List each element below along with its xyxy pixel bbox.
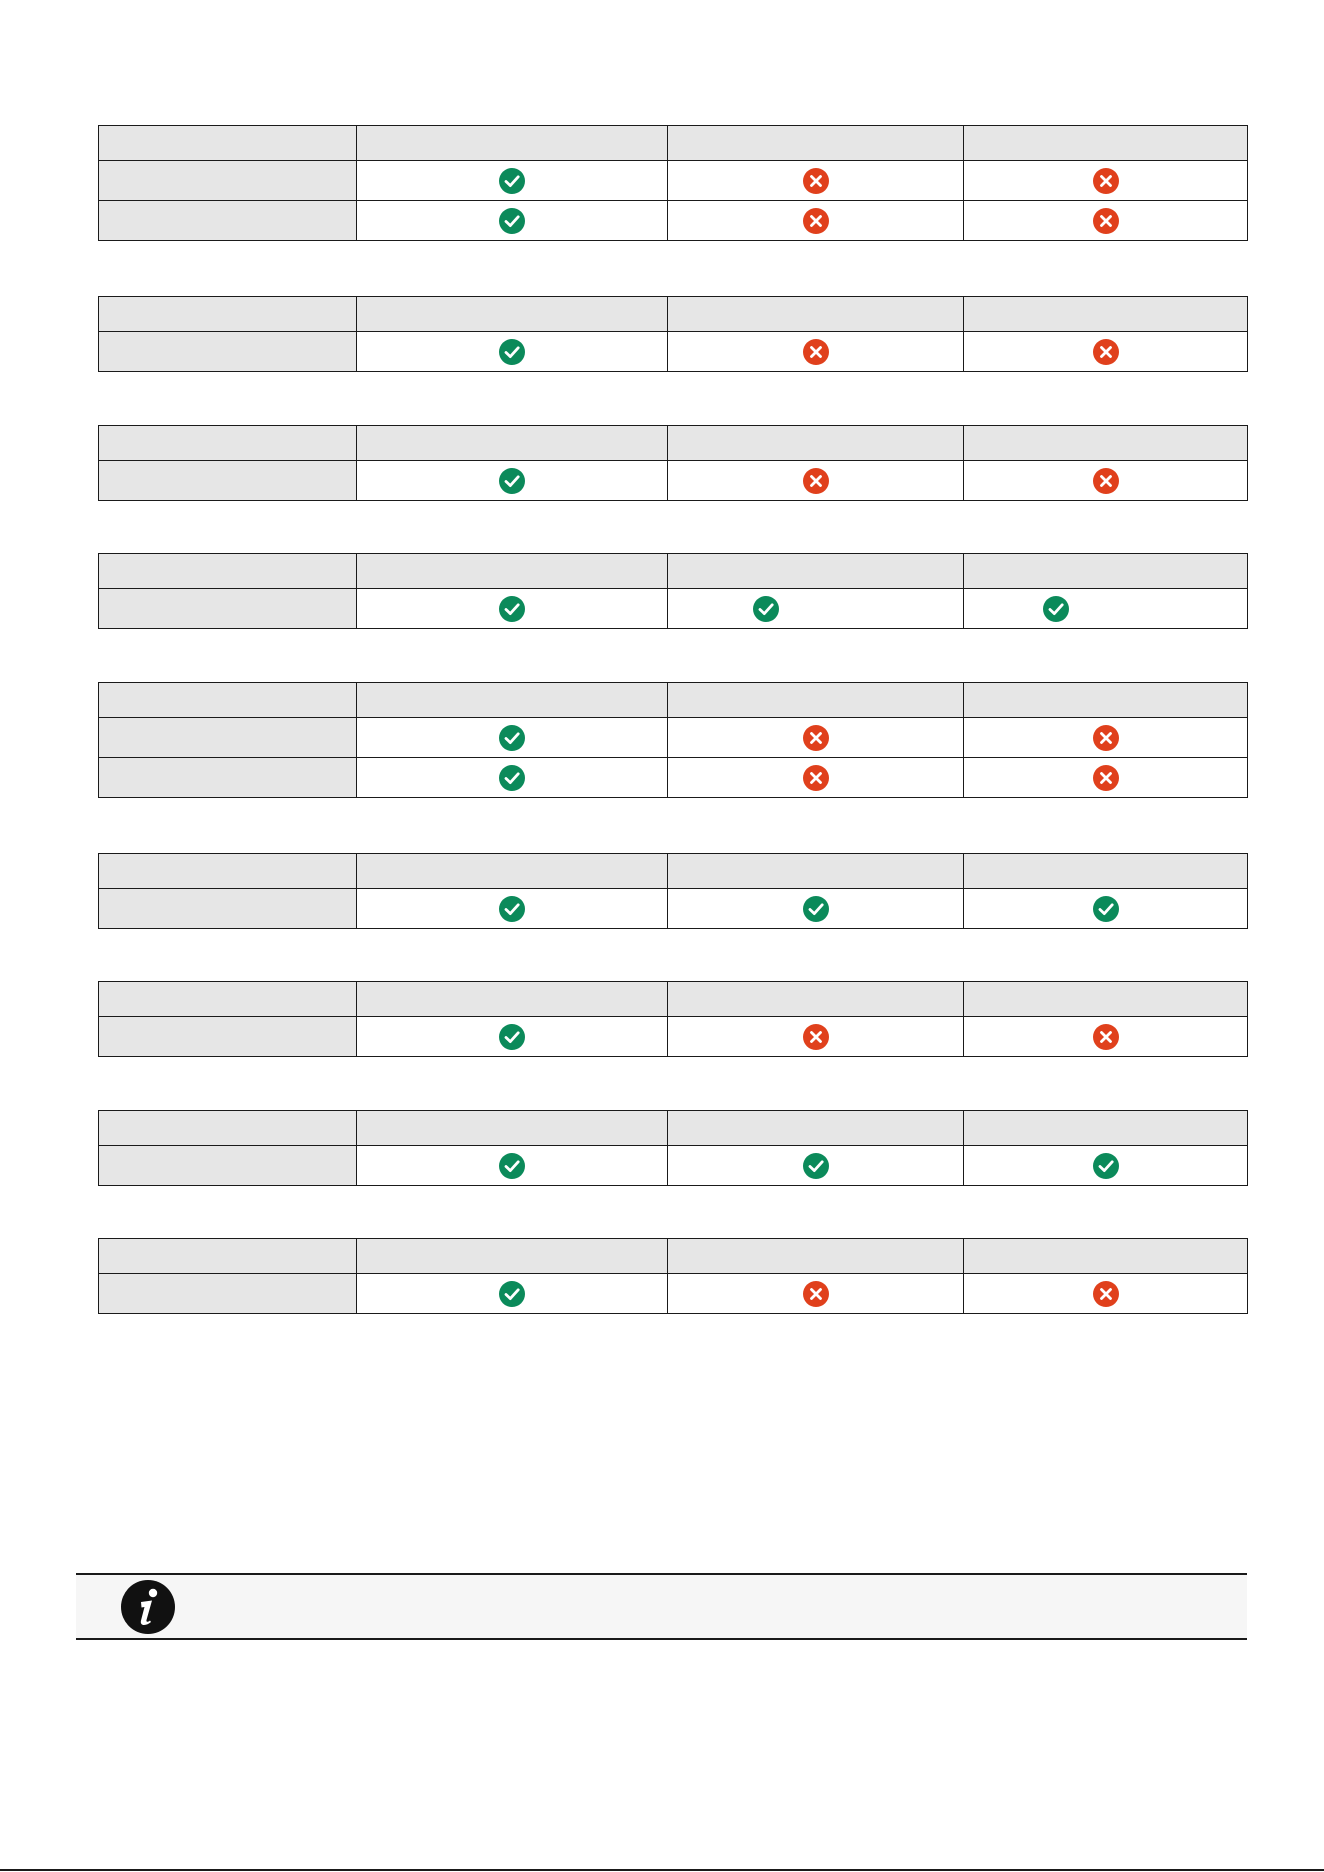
header-cell	[357, 1239, 668, 1274]
cross-icon	[1092, 338, 1120, 366]
header-cell	[99, 982, 357, 1017]
check-icon	[498, 1152, 526, 1180]
cross-icon	[1092, 167, 1120, 195]
header-cell	[99, 297, 357, 332]
cross-icon	[802, 467, 830, 495]
header-cell	[99, 1239, 357, 1274]
status-cell	[357, 332, 668, 372]
table-row	[99, 589, 1248, 629]
status-cell	[668, 889, 964, 929]
table-row	[99, 889, 1248, 929]
header-cell	[964, 683, 1248, 718]
header-cell	[668, 854, 964, 889]
status-cell	[964, 589, 1248, 629]
status-cell	[357, 201, 668, 241]
check-icon	[498, 895, 526, 923]
row-label	[99, 889, 357, 929]
status-cell	[668, 1017, 964, 1057]
compatibility-table-2	[98, 296, 1248, 372]
status-cell	[668, 461, 964, 501]
status-cell	[964, 1017, 1248, 1057]
header-cell	[668, 297, 964, 332]
check-icon	[752, 595, 780, 623]
table-row	[99, 1146, 1248, 1186]
status-cell	[668, 332, 964, 372]
cross-icon	[802, 1280, 830, 1308]
table-header-row	[99, 1239, 1248, 1274]
status-cell	[668, 161, 964, 201]
header-cell	[964, 554, 1248, 589]
status-cell	[964, 161, 1248, 201]
row-label	[99, 718, 357, 758]
table-row	[99, 461, 1248, 501]
header-cell	[668, 554, 964, 589]
status-cell	[964, 461, 1248, 501]
check-icon	[498, 467, 526, 495]
header-cell	[964, 1111, 1248, 1146]
compatibility-table-7	[98, 981, 1248, 1057]
header-cell	[99, 126, 357, 161]
check-icon	[1092, 1152, 1120, 1180]
check-icon	[498, 338, 526, 366]
check-icon	[498, 207, 526, 235]
check-icon	[498, 167, 526, 195]
header-cell	[357, 854, 668, 889]
header-cell	[964, 1239, 1248, 1274]
row-label	[99, 758, 357, 798]
cross-icon	[1092, 764, 1120, 792]
table-header-row	[99, 683, 1248, 718]
status-cell	[668, 758, 964, 798]
cross-icon	[802, 724, 830, 752]
cross-icon	[1092, 467, 1120, 495]
cross-icon	[802, 338, 830, 366]
status-cell	[668, 718, 964, 758]
header-cell	[99, 854, 357, 889]
header-cell	[964, 126, 1248, 161]
status-cell	[668, 201, 964, 241]
table-header-row	[99, 126, 1248, 161]
table-header-row	[99, 982, 1248, 1017]
status-cell	[357, 758, 668, 798]
row-label	[99, 461, 357, 501]
compatibility-table-9	[98, 1238, 1248, 1314]
compatibility-table-8	[98, 1110, 1248, 1186]
row-label	[99, 161, 357, 201]
table-header-row	[99, 426, 1248, 461]
row-label	[99, 1146, 357, 1186]
header-cell	[668, 426, 964, 461]
row-label	[99, 332, 357, 372]
check-icon	[802, 1152, 830, 1180]
table-row	[99, 758, 1248, 798]
header-cell	[668, 683, 964, 718]
table-header-row	[99, 1111, 1248, 1146]
header-cell	[964, 297, 1248, 332]
status-cell	[964, 332, 1248, 372]
status-cell	[357, 889, 668, 929]
cross-icon	[1092, 1023, 1120, 1051]
cross-icon	[802, 167, 830, 195]
table-header-row	[99, 554, 1248, 589]
table-header-row	[99, 297, 1248, 332]
check-icon	[498, 595, 526, 623]
status-cell	[357, 718, 668, 758]
table-row	[99, 1274, 1248, 1314]
cross-icon	[802, 1023, 830, 1051]
header-cell	[668, 126, 964, 161]
header-cell	[357, 426, 668, 461]
status-cell	[964, 201, 1248, 241]
status-cell	[964, 1146, 1248, 1186]
table-row	[99, 201, 1248, 241]
header-cell	[99, 683, 357, 718]
status-cell	[357, 1274, 668, 1314]
header-cell	[99, 1111, 357, 1146]
header-cell	[668, 1111, 964, 1146]
info-icon	[120, 1579, 176, 1635]
table-row	[99, 1017, 1248, 1057]
status-cell	[357, 1017, 668, 1057]
status-cell	[357, 1146, 668, 1186]
cross-icon	[1092, 1280, 1120, 1308]
header-cell	[964, 854, 1248, 889]
header-cell	[964, 982, 1248, 1017]
table-row	[99, 332, 1248, 372]
status-cell	[964, 718, 1248, 758]
status-cell	[964, 1274, 1248, 1314]
status-cell	[668, 1274, 964, 1314]
cross-icon	[1092, 724, 1120, 752]
header-cell	[99, 426, 357, 461]
check-icon	[498, 764, 526, 792]
page-bottom-rule	[0, 1869, 1324, 1871]
header-cell	[357, 554, 668, 589]
check-icon	[802, 895, 830, 923]
row-label	[99, 201, 357, 241]
header-cell	[357, 1111, 668, 1146]
header-cell	[357, 126, 668, 161]
header-cell	[357, 982, 668, 1017]
status-cell	[357, 589, 668, 629]
status-cell	[964, 889, 1248, 929]
status-cell	[668, 1146, 964, 1186]
header-cell	[357, 683, 668, 718]
status-cell	[964, 758, 1248, 798]
info-note	[76, 1573, 1247, 1640]
cross-icon	[1092, 207, 1120, 235]
header-cell	[964, 426, 1248, 461]
compatibility-table-1	[98, 125, 1248, 241]
row-label	[99, 589, 357, 629]
header-cell	[99, 554, 357, 589]
row-label	[99, 1017, 357, 1057]
header-cell	[668, 1239, 964, 1274]
check-icon	[498, 1023, 526, 1051]
status-cell	[357, 461, 668, 501]
status-cell	[357, 161, 668, 201]
header-cell	[357, 297, 668, 332]
check-icon	[1042, 595, 1070, 623]
cross-icon	[802, 764, 830, 792]
compatibility-table-4	[98, 553, 1248, 629]
check-icon	[498, 724, 526, 752]
cross-icon	[802, 207, 830, 235]
table-header-row	[99, 854, 1248, 889]
compatibility-table-3	[98, 425, 1248, 501]
table-row	[99, 161, 1248, 201]
compatibility-table-5	[98, 682, 1248, 798]
compatibility-table-6	[98, 853, 1248, 929]
status-cell	[668, 589, 964, 629]
check-icon	[1092, 895, 1120, 923]
check-icon	[498, 1280, 526, 1308]
header-cell	[668, 982, 964, 1017]
table-row	[99, 718, 1248, 758]
row-label	[99, 1274, 357, 1314]
